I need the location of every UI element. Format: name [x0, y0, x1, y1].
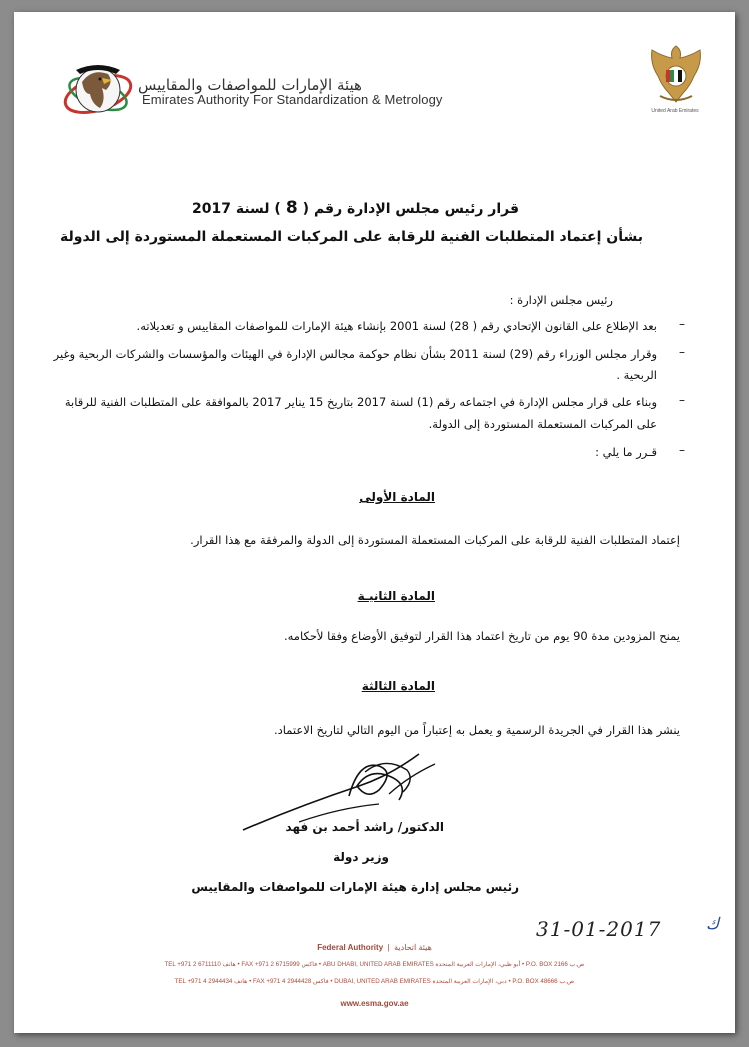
article-3-heading: المادة الثالثة [361, 679, 435, 693]
document-page [14, 12, 735, 1033]
org-name-arabic: هيئة الإمارات للمواصفات والمقاييس [138, 76, 362, 94]
article-3-text: ينشر هذا القرار في الجريدة الرسمية و يعمل به إعتباراً من اليوم التالي لتاريخ الاعتماد. [274, 723, 680, 737]
footer-federal-authority: Federal Authority | هيئة اتحادية [317, 943, 432, 952]
org-name-english: Emirates Authority For Standardization & Metrology [142, 92, 443, 107]
signatory-name: الدكتور/ راشد أحمد بن فهد [285, 820, 444, 834]
preamble-item-2-line2: الربحية . [616, 368, 657, 382]
decision-number: 8 [285, 198, 298, 218]
esma-logo-icon [62, 60, 136, 124]
decision-title [192, 198, 519, 218]
article-2-heading: المادة الثانيـة [357, 589, 435, 603]
title-prefix: قرار رئيس مجلس الإدارة رقم ( [302, 201, 519, 217]
footer-dubai-contact: TEL +971 4 2944434 هاتف • FAX +971 4 2944428 فاكس • DUBAI, UNITED ARAB EMIRATES دبي، الإمارات العربية المتحدة • P.O. BOX 48666 ص.ب [174, 978, 575, 985]
preamble-item-1: بعد الإطلاع على القانون الإتحادي رقم ( 28) لسنة 2001 بإنشاء هيئة الإمارات للمواصفات المقاييس و تعديلاته. [136, 319, 657, 333]
preamble-item-4: قـرر ما يلي : [595, 445, 657, 459]
bullet-dash: – [679, 317, 685, 331]
article-1-text: إعتماد المتطلبات الفنية للرقابة على المركبات المستعملة المستوردة إلى الدولة والمرفقة مع هذا القرار. [190, 533, 680, 547]
federal-authority-ar: هيئة اتحادية [394, 943, 432, 952]
bullet-dash: – [679, 345, 685, 359]
addressee: رئيس مجلس الإدارة : [509, 293, 613, 307]
signatory-org-role: رئيس مجلس إدارة هيئة الإمارات للمواصفات والمقاييس [191, 880, 519, 894]
handwritten-date: 31-01-2017 [536, 917, 662, 941]
handwritten-mark: ك [706, 914, 720, 933]
bullet-dash: – [679, 393, 685, 407]
emblem-caption: United Arab Emirates [651, 108, 699, 114]
signatory-title: وزير دولة [333, 850, 389, 864]
uae-emblem-icon [646, 42, 706, 108]
article-1-heading: المادة الأولى [359, 490, 435, 504]
bullet-dash: – [679, 443, 685, 457]
preamble-item-3-line2: على المركبات المستعملة المستوردة إلى الدولة. [428, 417, 657, 431]
preamble-item-2-line1: وقرار مجلس الوزراء رقم (29) لسنة 2011 بشأن نظام حوكمة مجالس الإدارة في الهيئات والمؤسسات والشركات الربحية وغير [53, 347, 657, 361]
federal-authority-en: Federal Authority [317, 943, 384, 952]
article-2-text: يمنح المزودين مدة 90 يوم من تاريخ اعتماد هذا القرار لتوفيق الأوضاع وفقا لأحكامه. [283, 629, 680, 643]
footer-abudhabi-contact: TEL +971 2 6711110 هاتف • FAX +971 2 6715999 فاكس • ABU DHABI, UNITED ARAB EMIRATES أبو ظبي، الإمارات العربية المتحدة • P.O. BOX 2166 ص.ب [164, 961, 585, 968]
title-suffix: ) لسنة 2017 [192, 201, 281, 217]
preamble-item-3-line1: وبناء على قرار مجلس الإدارة في اجتماعه رقم (1) لسنة 2017 بتاريخ 15 يناير 2017 بالموافقة على المتطلبات الفنية للرقابة [64, 395, 657, 409]
decision-subject: بشأن إعتماد المتطلبات الفنية للرقابة على المركبات المستعملة المستوردة إلى الدولة [60, 229, 643, 245]
footer-website-link[interactable]: www.esma.gov.ae [340, 999, 409, 1008]
